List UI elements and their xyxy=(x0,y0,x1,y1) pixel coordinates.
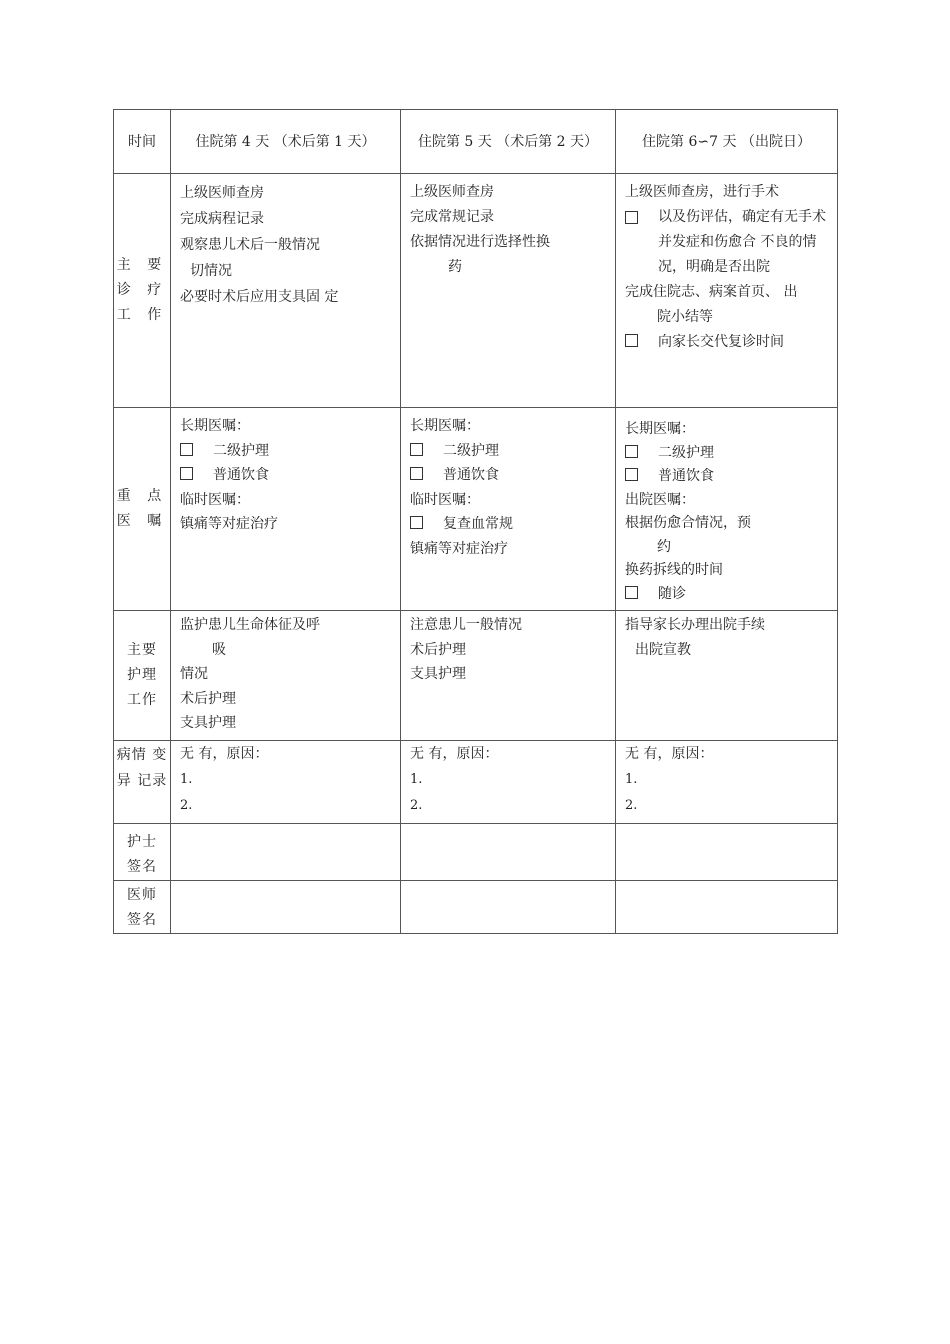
main-work-day5-line: 完成常规记录 xyxy=(410,209,494,225)
orders-check-text: 普通饮食 xyxy=(213,467,269,483)
header-day6-7-text: 住院第 6∽7 天 （出院日） xyxy=(642,133,811,150)
orders-check-item xyxy=(625,442,831,466)
nurse-sign-row xyxy=(114,823,838,880)
orders-line: 约 xyxy=(657,538,671,555)
doctor-sign-day4[interactable] xyxy=(171,880,401,933)
main-work-day4-line: 完成病程记录 xyxy=(180,211,264,227)
main-work-day6-7-line: 完成住院志、病案首页、 出 xyxy=(625,284,798,300)
main-work-row xyxy=(114,174,838,408)
doctor-sign-day5[interactable] xyxy=(401,880,616,933)
main-work-label-text: 主 要 诊 疗 工 作 xyxy=(116,257,168,323)
variation-item: 1. xyxy=(410,771,423,787)
nursing-line: 支具护理 xyxy=(410,666,466,682)
header-day4 xyxy=(171,110,401,174)
main-work-day6-7 xyxy=(616,174,838,408)
nursing-row xyxy=(114,611,838,741)
orders-check-item xyxy=(180,439,394,464)
nurse-sign-label-text: 护士 签名 xyxy=(127,833,157,875)
main-work-day6-7-check-item xyxy=(625,330,829,355)
doctor-sign-label xyxy=(114,880,171,933)
orders-long-term-label: 长期医嘱： xyxy=(410,418,480,434)
checkbox-icon[interactable] xyxy=(410,516,423,529)
orders-check-item xyxy=(410,439,609,464)
doctor-sign-label-text: 医师 签名 xyxy=(127,886,157,928)
variation-item: 2. xyxy=(625,797,638,813)
orders-line: 镇痛等对症治疗 xyxy=(180,516,278,532)
orders-line: 镇痛等对症治疗 xyxy=(410,540,508,557)
header-time-label xyxy=(114,110,171,174)
main-work-day4-line: 观察患儿术后一般情况 xyxy=(180,237,320,253)
checkbox-icon[interactable] xyxy=(180,443,193,456)
header-day5-text: 住院第 5 天 （术后第 2 天） xyxy=(417,133,599,150)
variation-status: 无 有，原因： xyxy=(625,745,714,762)
checkbox-icon[interactable] xyxy=(625,445,638,458)
orders-check-text: 随诊 xyxy=(658,585,686,602)
nursing-line: 术后护理 xyxy=(180,690,236,707)
variation-day4 xyxy=(171,740,401,823)
nursing-line: 出院宣教 xyxy=(635,641,691,658)
header-day6-7 xyxy=(616,110,838,174)
checkbox-icon[interactable] xyxy=(180,467,193,480)
nursing-line: 术后护理 xyxy=(410,641,466,658)
nursing-line: 吸 xyxy=(212,641,226,658)
orders-check-text: 普通饮食 xyxy=(443,467,499,483)
variation-label xyxy=(114,740,171,823)
orders-day4 xyxy=(171,408,401,611)
orders-long-term-label: 长期医嘱： xyxy=(625,421,695,437)
main-work-day6-7-line: 上级医师查房，进行手术 xyxy=(625,184,779,200)
main-work-day5 xyxy=(401,174,616,408)
variation-day5 xyxy=(401,740,616,823)
main-work-day6-7-check-text: 向家长交代复诊时间 xyxy=(658,334,784,350)
main-work-day4 xyxy=(171,174,401,408)
orders-check-item xyxy=(410,463,609,488)
checkbox-icon[interactable] xyxy=(625,468,638,481)
variation-item: 2. xyxy=(410,797,423,813)
nursing-line: 指导家长办理出院手续 xyxy=(625,617,765,633)
orders-long-term-label: 长期医嘱： xyxy=(180,418,250,434)
main-work-day4-line: 必要时术后应用支具固 定 xyxy=(180,289,339,305)
orders-day5 xyxy=(401,408,616,611)
main-work-label xyxy=(114,174,171,408)
main-work-day6-7-check-item xyxy=(625,205,829,280)
main-work-day6-7-line: 院小结等 xyxy=(657,309,713,325)
header-day5 xyxy=(401,110,616,174)
orders-check-item xyxy=(410,512,609,537)
checkbox-icon[interactable] xyxy=(410,443,423,456)
nursing-line: 注意患儿一般情况 xyxy=(410,617,522,633)
nursing-label-text: 主要 护理 工作 xyxy=(127,641,157,708)
orders-label-text: 重 点 医 嘱 xyxy=(116,488,168,529)
nurse-sign-day4[interactable] xyxy=(171,823,401,880)
main-work-day5-line: 依据情况进行选择性换 xyxy=(410,234,550,250)
orders-temporary-label: 临时医嘱： xyxy=(410,491,480,508)
main-work-day4-line: 上级医师查房 xyxy=(180,185,264,201)
variation-status: 无 有，原因： xyxy=(180,745,269,762)
header-time-text: 时间 xyxy=(128,133,156,150)
doctor-sign-row xyxy=(114,880,838,933)
main-work-day5-line: 上级医师查房 xyxy=(410,184,494,200)
checkbox-icon[interactable] xyxy=(625,586,638,599)
orders-temporary-label: 临时医嘱： xyxy=(180,491,250,508)
nurse-sign-day5[interactable] xyxy=(401,823,616,880)
checkbox-icon[interactable] xyxy=(625,334,638,347)
orders-line: 换药拆线的时间 xyxy=(625,562,723,578)
nursing-line: 支具护理 xyxy=(180,715,236,731)
orders-day6-7 xyxy=(616,408,838,611)
nursing-day5 xyxy=(401,611,616,741)
main-work-day6-7-check-text: 以及伤评估，确定有无手术并发症和伤愈合 不良的情况，明确是否出院 xyxy=(658,209,826,275)
orders-check-item xyxy=(625,583,831,607)
orders-label xyxy=(114,408,171,611)
nursing-label xyxy=(114,611,171,741)
checkbox-icon[interactable] xyxy=(410,467,423,480)
variation-status: 无 有，原因： xyxy=(410,745,499,762)
orders-check-text: 复查血常规 xyxy=(443,516,513,532)
variation-item: 1. xyxy=(625,771,638,787)
nursing-day6-7 xyxy=(616,611,838,741)
nursing-line: 情况 xyxy=(180,666,208,682)
orders-check-text: 二级护理 xyxy=(658,444,714,461)
variation-item: 1. xyxy=(180,771,193,787)
orders-discharge-label: 出院医嘱： xyxy=(625,491,695,508)
clinical-pathway-table xyxy=(113,109,838,934)
header-row xyxy=(114,110,838,174)
orders-check-item xyxy=(625,465,831,489)
main-work-day5-line: 药 xyxy=(448,259,462,275)
nursing-day4 xyxy=(171,611,401,741)
nursing-line: 监护患儿生命体征及呼 xyxy=(180,617,320,633)
doctor-sign-day6-7[interactable] xyxy=(616,880,838,933)
nurse-sign-label xyxy=(114,823,171,880)
variation-day6-7 xyxy=(616,740,838,823)
nurse-sign-day6-7[interactable] xyxy=(616,823,838,880)
variation-row xyxy=(114,740,838,823)
orders-line: 根据伤愈合情况，预 xyxy=(625,515,751,531)
orders-check-item xyxy=(180,463,394,488)
orders-check-text: 二级护理 xyxy=(443,442,499,459)
orders-check-text: 普通饮食 xyxy=(658,468,714,484)
header-day4-text: 住院第 4 天 （术后第 1 天） xyxy=(195,133,376,150)
variation-item: 2. xyxy=(180,797,193,813)
variation-label-text: 病情 变 异 记录 xyxy=(116,746,168,789)
orders-row xyxy=(114,408,838,611)
checkbox-icon[interactable] xyxy=(625,211,638,224)
orders-check-text: 二级护理 xyxy=(213,442,269,459)
main-work-day4-line: 切情况 xyxy=(190,263,232,279)
